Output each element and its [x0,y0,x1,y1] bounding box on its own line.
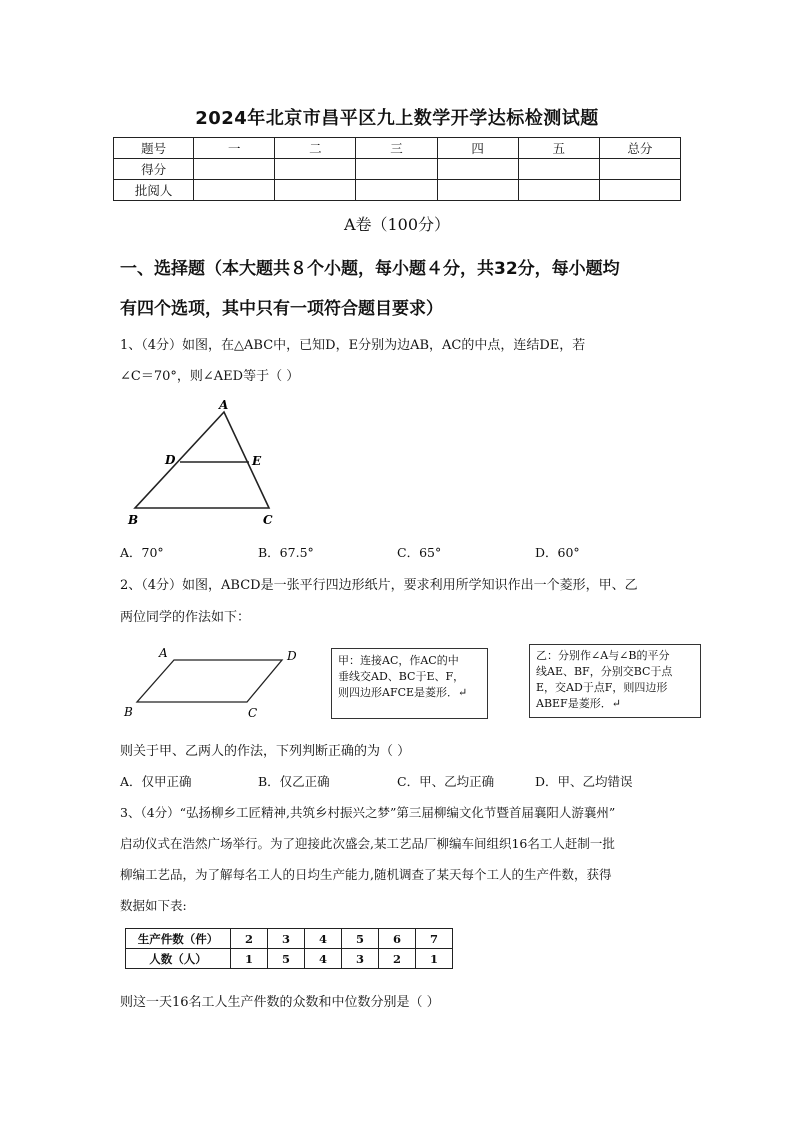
q1-text-line2: ∠C＝70°，则∠AED等于（ ） [120,369,300,384]
score-cell[interactable] [194,180,275,201]
q1-option-c[interactable]: C．65° [397,545,442,560]
q3-text-line2: 启动仪式在浩然广场举行。为了迎接此次盛会,某工艺品厂柳编车间组织16名工人赶制一批 [120,836,615,851]
score-row-label: 得分 [114,159,194,180]
method-yi-line: 线AE、BF，分别交BC于点 [536,665,673,678]
q3-cell: 5 [342,929,379,949]
score-cell[interactable] [437,180,518,201]
q1-option-b[interactable]: B．67.5° [258,545,314,560]
q3-row-label: 人数（人） [126,949,231,969]
q3-cell: 2 [379,949,416,969]
score-table-row [114,159,681,180]
score-cell[interactable] [356,180,437,201]
score-cell[interactable] [599,180,680,201]
score-table [113,137,681,201]
score-header-cell: 二 [275,138,356,159]
q1-triangle-figure [118,396,288,531]
score-header-cell: 总分 [599,138,680,159]
q3-table-row-workers [126,949,453,969]
method-yi-line: ABEF是菱形．↵ [536,697,621,710]
score-table-row [114,180,681,201]
q3-cell: 5 [268,949,305,969]
q1-option-d[interactable]: D．60° [535,545,580,560]
q3-cell: 6 [379,929,416,949]
score-cell[interactable] [275,180,356,201]
q2-option-c[interactable]: C．甲、乙均正确 [397,774,495,789]
score-cell[interactable] [437,159,518,180]
method-yi-line: E，交AD于点F，则四边形 [536,681,668,694]
page-title: 2024年北京市昌平区九上数学开学达标检测试题 [195,108,599,129]
q2-option-a[interactable]: A．仅甲正确 [120,774,192,789]
q3-cell: 2 [231,929,268,949]
section-heading-line2: 有四个选项，其中只有一项符合题目要求） [120,299,443,319]
q1-text-line1: 1、（4分）如图，在△ABC中，已知D，E分别为边AB，AC的中点，连结DE，若 [120,338,586,353]
q3-data-table [125,928,453,969]
method-jia-box [331,648,488,719]
label-d: D [165,453,176,467]
q3-text-line1: 3、（4分）“弘扬柳乡工匠精神,共筑乡村振兴之梦”第三届柳编文化节暨首届襄阳人游襄州” [120,805,616,820]
score-cell[interactable] [599,159,680,180]
score-cell[interactable] [518,159,599,180]
q3-row-label: 生产件数（件） [126,929,231,949]
method-yi-line: 乙：分别作∠A与∠B的平分 [536,649,670,662]
label-e: E [252,454,262,468]
section-heading-line1: 一、选择题（本大题共８个小题，每小题４分，共32分，每小题均 [120,259,620,279]
q3-cell: 4 [305,929,342,949]
q3-cell: 1 [231,949,268,969]
q3-cell: 3 [268,929,305,949]
label-c: C [263,513,273,527]
triangle-abc [135,412,269,508]
label-d: D [287,649,297,663]
q3-text-line3: 柳编工艺品，为了解每名工人的日均生产能力,随机调查了某天每个工人的生产件数，获得 [120,867,612,882]
q3-table-row-production [126,929,453,949]
score-header-cell: 五 [518,138,599,159]
score-cell[interactable] [356,159,437,180]
q2-option-d[interactable]: D．甲、乙均错误 [535,774,633,789]
score-header-cell: 一 [194,138,275,159]
q2-text-line1: 2、（4分）如图，ABCD是一张平行四边形纸片，要求利用所学知识作出一个菱形，甲、乙 [120,578,638,593]
method-yi-box [529,644,701,718]
q3-cell: 7 [416,929,453,949]
label-b: B [124,705,133,719]
parallelogram-abcd [137,660,282,702]
label-c: C [248,706,258,720]
q2-parallelogram-figure [118,644,308,724]
method-jia-line: 甲：连接AC，作AC的中 [338,654,459,667]
q3-cell: 1 [416,949,453,969]
method-jia-line: 则四边形AFCE是菱形．↵ [338,686,468,699]
q3-cell: 3 [342,949,379,969]
label-a: A [219,398,229,412]
q3-cell: 4 [305,949,342,969]
score-cell[interactable] [275,159,356,180]
score-row-label: 批阅人 [114,180,194,201]
score-cell[interactable] [518,180,599,201]
section-subtitle: A卷（100分） [343,215,451,234]
q2-question: 则关于甲、乙两人的作法，下列判断正确的为（ ） [120,744,411,759]
q2-option-b[interactable]: B．仅乙正确 [258,774,330,789]
score-header-cell: 四 [437,138,518,159]
score-header-cell: 三 [356,138,437,159]
q1-option-a[interactable]: A．70° [120,545,164,560]
score-cell[interactable] [194,159,275,180]
method-jia-line: 垂线交AD、BC于E、F， [338,670,465,683]
score-header-cell: 题号 [114,138,194,159]
q3-text-line4: 数据如下表: [120,898,187,913]
label-a: A [159,646,168,660]
q3-question: 则这一天16名工人生产件数的众数和中位数分别是（ ） [120,995,440,1010]
score-table-header-row [114,138,681,159]
q2-text-line2: 两位同学的作法如下： [120,610,251,625]
label-b: B [128,513,139,527]
